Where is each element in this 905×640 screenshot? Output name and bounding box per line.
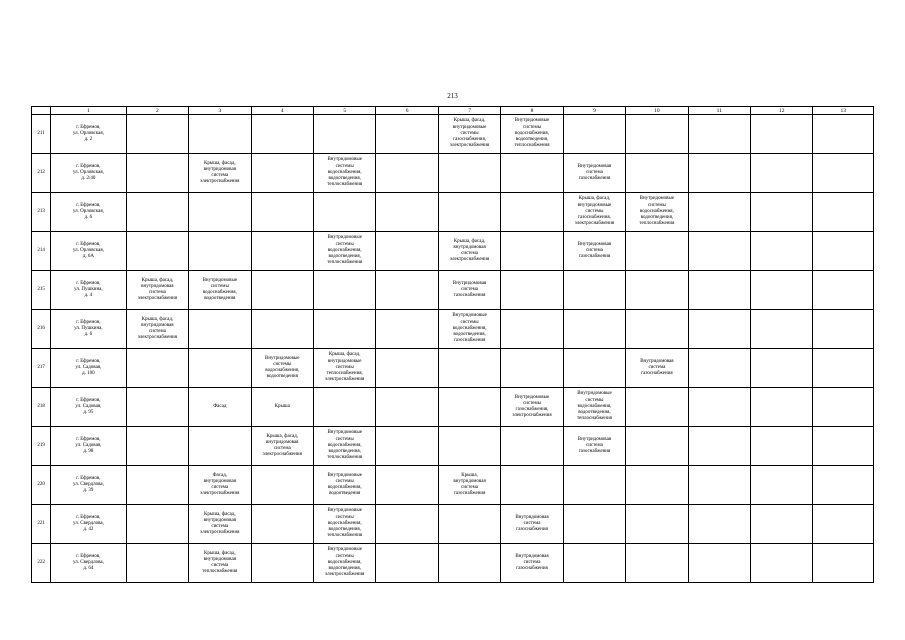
work-type-cell	[501, 154, 563, 193]
work-type-cell: Внутридомовая система газоснабжения	[626, 349, 688, 388]
work-type-cell	[751, 232, 813, 271]
work-type-cell	[501, 466, 563, 505]
work-type-cell: Крыша, фасад, внутридомовая система электроснабжения	[189, 154, 251, 193]
work-type-cell	[813, 154, 874, 193]
work-type-cell	[751, 466, 813, 505]
work-type-cell	[813, 232, 874, 271]
work-type-cell	[813, 427, 874, 466]
work-type-cell	[251, 115, 313, 154]
table-row	[32, 154, 874, 193]
table-row	[32, 232, 874, 271]
work-type-cell	[376, 310, 438, 349]
work-type-cell	[438, 154, 500, 193]
work-type-cell	[688, 193, 750, 232]
work-type-cell: Внутридомовые системы водоснабжения, водоотведения, газоснабжения	[438, 310, 500, 349]
work-type-cell	[376, 271, 438, 310]
work-type-cell	[438, 193, 500, 232]
work-type-cell: Внутридомовая система газоснабжения	[563, 154, 625, 193]
table-row	[32, 193, 874, 232]
work-type-cell: Крыша, фасад, внутридомовая система электроснабжения	[438, 232, 500, 271]
work-type-cell	[126, 232, 188, 271]
work-type-cell	[813, 115, 874, 154]
work-type-cell	[126, 154, 188, 193]
work-type-cell	[563, 505, 625, 544]
work-type-cell	[813, 544, 874, 583]
table-row	[32, 271, 874, 310]
work-type-cell	[501, 271, 563, 310]
work-type-cell	[688, 427, 750, 466]
work-type-cell	[376, 505, 438, 544]
column-header: 1	[51, 107, 127, 115]
work-type-cell	[813, 466, 874, 505]
address-cell: г. Ефремов, ул. Орловская, д. 6	[51, 193, 127, 232]
table-row	[32, 427, 874, 466]
work-type-cell	[501, 193, 563, 232]
work-type-cell	[376, 544, 438, 583]
work-type-cell	[813, 271, 874, 310]
work-type-cell	[189, 193, 251, 232]
address-cell: г. Ефремов, ул. Пушкина, д. 4	[51, 271, 127, 310]
address-cell: г. Ефремов, ул. Садовая, д. 100	[51, 349, 127, 388]
work-type-cell	[126, 193, 188, 232]
work-type-cell	[251, 193, 313, 232]
work-type-cell	[438, 505, 500, 544]
work-type-cell: Внутридомовая система газоснабжения	[501, 544, 563, 583]
row-number-cell: 217	[32, 349, 51, 388]
work-type-cell	[626, 115, 688, 154]
row-number-cell: 215	[32, 271, 51, 310]
work-type-cell	[626, 466, 688, 505]
work-type-cell	[313, 310, 375, 349]
work-type-cell: Крыша, фасад, внутридомовые системы газоснабжения, электроснабжения	[438, 115, 500, 154]
work-type-cell	[251, 271, 313, 310]
column-header: 13	[813, 107, 874, 115]
work-type-cell	[563, 544, 625, 583]
row-number-cell: 213	[32, 193, 51, 232]
row-number-cell: 212	[32, 154, 51, 193]
work-type-cell	[189, 427, 251, 466]
work-type-cell	[626, 427, 688, 466]
table-row	[32, 544, 874, 583]
work-type-cell: Внутридомовые системы водоснабжения, водоотведения, теплоснабжения	[626, 193, 688, 232]
work-type-cell: Внутридомовые системы водоснабжения, водоотведения	[313, 466, 375, 505]
column-number-row	[32, 107, 874, 115]
work-type-cell	[626, 154, 688, 193]
address-cell: г. Ефремов, ул. Свердлова, д. 39	[51, 466, 127, 505]
address-cell: г. Ефремов, ул. Свердлова, д. 64	[51, 544, 127, 583]
work-type-cell	[688, 115, 750, 154]
work-type-cell	[563, 115, 625, 154]
work-type-cell: Фасад	[189, 388, 251, 427]
work-type-cell	[751, 310, 813, 349]
column-header: 12	[751, 107, 813, 115]
work-type-cell	[563, 466, 625, 505]
work-type-cell	[251, 466, 313, 505]
column-header: 5	[313, 107, 375, 115]
work-type-cell: Внутридомовые системы водоснабжения, водоотведения, теплоснабжения	[313, 232, 375, 271]
table-body	[32, 115, 874, 583]
work-type-cell: Крыша, фасад, внутридомовая система электроснабжения	[126, 271, 188, 310]
work-type-cell	[688, 349, 750, 388]
work-type-cell: Внутридомовые системы газоснабжения, электроснабжения	[501, 388, 563, 427]
work-type-cell	[751, 271, 813, 310]
work-type-cell: Внутридомовые системы водоснабжения, водоотведения, электроснабжения	[313, 544, 375, 583]
work-type-cell	[251, 505, 313, 544]
work-type-cell	[563, 271, 625, 310]
address-cell: г. Ефремов, ул. Садовая, д. 98	[51, 427, 127, 466]
work-type-cell	[626, 505, 688, 544]
work-type-cell	[376, 115, 438, 154]
address-cell: г. Ефремов, ул. Пушкина, д. 6	[51, 310, 127, 349]
work-type-cell: Крыша	[251, 388, 313, 427]
work-type-cell	[376, 466, 438, 505]
work-type-cell	[501, 427, 563, 466]
work-type-cell	[189, 310, 251, 349]
work-type-cell	[438, 427, 500, 466]
work-type-cell	[251, 154, 313, 193]
work-type-cell	[376, 349, 438, 388]
work-type-cell	[313, 388, 375, 427]
work-type-cell	[189, 232, 251, 271]
work-type-cell	[688, 505, 750, 544]
work-type-cell	[189, 115, 251, 154]
work-type-cell	[313, 271, 375, 310]
work-type-cell: Внутридомовые системы водоснабжения, водоотведения, теплоснабжения	[563, 388, 625, 427]
work-type-cell	[751, 427, 813, 466]
work-type-cell	[751, 388, 813, 427]
work-type-cell	[688, 271, 750, 310]
work-type-cell: Внутридомовые системы водоснабжения, водоотведения, теплоснабжения	[501, 115, 563, 154]
work-type-cell	[313, 193, 375, 232]
column-header: 6	[376, 107, 438, 115]
work-type-cell: Внутридомовая система газоснабжения	[563, 427, 625, 466]
work-type-cell	[813, 349, 874, 388]
work-type-cell	[126, 388, 188, 427]
work-type-cell	[313, 115, 375, 154]
work-type-cell	[563, 310, 625, 349]
work-type-cell	[688, 544, 750, 583]
work-type-cell	[251, 544, 313, 583]
work-type-cell	[501, 232, 563, 271]
row-number-cell: 221	[32, 505, 51, 544]
table-row	[32, 505, 874, 544]
work-type-cell	[376, 154, 438, 193]
row-number-cell: 222	[32, 544, 51, 583]
work-type-cell: Крыша, фасад, внутридомовая система электроснабжения	[126, 310, 188, 349]
work-type-cell	[626, 232, 688, 271]
work-type-cell: Внутридомовые системы водоснабжения, водоотведения, теплоснабжения	[313, 427, 375, 466]
work-type-cell: Фасад, внутридомовая система электроснабжения	[189, 466, 251, 505]
column-header: 8	[501, 107, 563, 115]
work-type-cell	[688, 310, 750, 349]
work-type-cell	[189, 349, 251, 388]
work-type-cell	[376, 427, 438, 466]
work-type-cell	[751, 154, 813, 193]
work-type-cell	[626, 544, 688, 583]
work-type-cell: Крыша, фасад, внутридомовые системы теплоснабжения, электроснабжения	[313, 349, 375, 388]
work-type-cell: Внутридомовые системы водоснабжения, водоотведения, теплоснабжения	[313, 154, 375, 193]
work-type-cell	[501, 349, 563, 388]
work-type-cell: Крыша, фасад, внутридомовая система теплоснабжения	[189, 544, 251, 583]
row-number-cell: 211	[32, 115, 51, 154]
work-type-cell	[438, 544, 500, 583]
work-type-cell	[376, 232, 438, 271]
address-cell: г. Ефремов, ул. Орловская, д. 2/40	[51, 154, 127, 193]
table-row	[32, 388, 874, 427]
table-row	[32, 310, 874, 349]
row-number-cell: 220	[32, 466, 51, 505]
work-type-cell	[438, 349, 500, 388]
work-type-cell	[688, 388, 750, 427]
address-cell: г. Ефремов, ул. Орловская, д. 2	[51, 115, 127, 154]
work-type-cell	[751, 505, 813, 544]
column-header: 7	[438, 107, 500, 115]
row-number-cell: 219	[32, 427, 51, 466]
address-cell: г. Ефремов, ул. Садовая, д. 95	[51, 388, 127, 427]
work-type-cell	[126, 115, 188, 154]
work-type-cell: Внутридомовая система газоснабжения	[438, 271, 500, 310]
work-type-cell: Внутридомовые системы водоснабжения, водоотведения, теплоснабжения	[313, 505, 375, 544]
work-type-cell	[688, 466, 750, 505]
work-type-cell	[251, 232, 313, 271]
page-number: 213	[447, 92, 458, 100]
table-row	[32, 466, 874, 505]
work-type-cell	[813, 388, 874, 427]
work-type-cell	[126, 427, 188, 466]
work-type-cell	[501, 310, 563, 349]
work-type-cell: Крыша, фасад, внутридомовая система электроснабжения	[251, 427, 313, 466]
work-type-cell	[626, 271, 688, 310]
work-type-cell	[626, 310, 688, 349]
work-type-cell	[376, 388, 438, 427]
column-header: 10	[626, 107, 688, 115]
work-type-cell	[251, 310, 313, 349]
work-type-cell	[751, 193, 813, 232]
column-header: 2	[126, 107, 188, 115]
row-number-cell: 216	[32, 310, 51, 349]
work-type-cell	[813, 505, 874, 544]
work-type-cell	[126, 544, 188, 583]
work-type-cell	[751, 544, 813, 583]
work-type-cell	[626, 388, 688, 427]
work-type-cell: Внутридомовые системы водоснабжения, водоотведения	[189, 271, 251, 310]
work-type-cell: Внутридомовая система газоснабжения	[563, 232, 625, 271]
column-header: 4	[251, 107, 313, 115]
address-cell: г. Ефремов, ул. Свердлова, д. 42	[51, 505, 127, 544]
work-type-cell: Внутридомовые системы водоснабжения, водоотведения	[251, 349, 313, 388]
work-type-cell	[688, 154, 750, 193]
capital-repair-schedule-table	[31, 106, 874, 583]
work-type-cell: Крыша, внутридомовая система газоснабжения	[438, 466, 500, 505]
table-row	[32, 115, 874, 154]
work-type-cell	[813, 310, 874, 349]
work-type-cell	[126, 505, 188, 544]
column-header: 11	[688, 107, 750, 115]
column-header	[32, 107, 51, 115]
work-type-cell	[126, 349, 188, 388]
work-type-cell: Крыша, фасад, внутридомовая система электроснабжения	[189, 505, 251, 544]
row-number-cell: 218	[32, 388, 51, 427]
column-header: 9	[563, 107, 625, 115]
row-number-cell: 214	[32, 232, 51, 271]
work-type-cell	[376, 193, 438, 232]
work-type-cell	[438, 388, 500, 427]
work-type-cell	[751, 349, 813, 388]
column-header: 3	[189, 107, 251, 115]
work-type-cell	[688, 232, 750, 271]
address-cell: г. Ефремов, ул. Орловская, д. 6А	[51, 232, 127, 271]
work-type-cell	[563, 349, 625, 388]
work-type-cell	[126, 466, 188, 505]
table-row	[32, 349, 874, 388]
work-type-cell: Внутридомовая система газоснабжения	[501, 505, 563, 544]
work-type-cell	[751, 115, 813, 154]
work-type-cell	[813, 193, 874, 232]
work-type-cell: Крыша, фасад, внутридомовые системы газоснабжения, электроснабжения	[563, 193, 625, 232]
